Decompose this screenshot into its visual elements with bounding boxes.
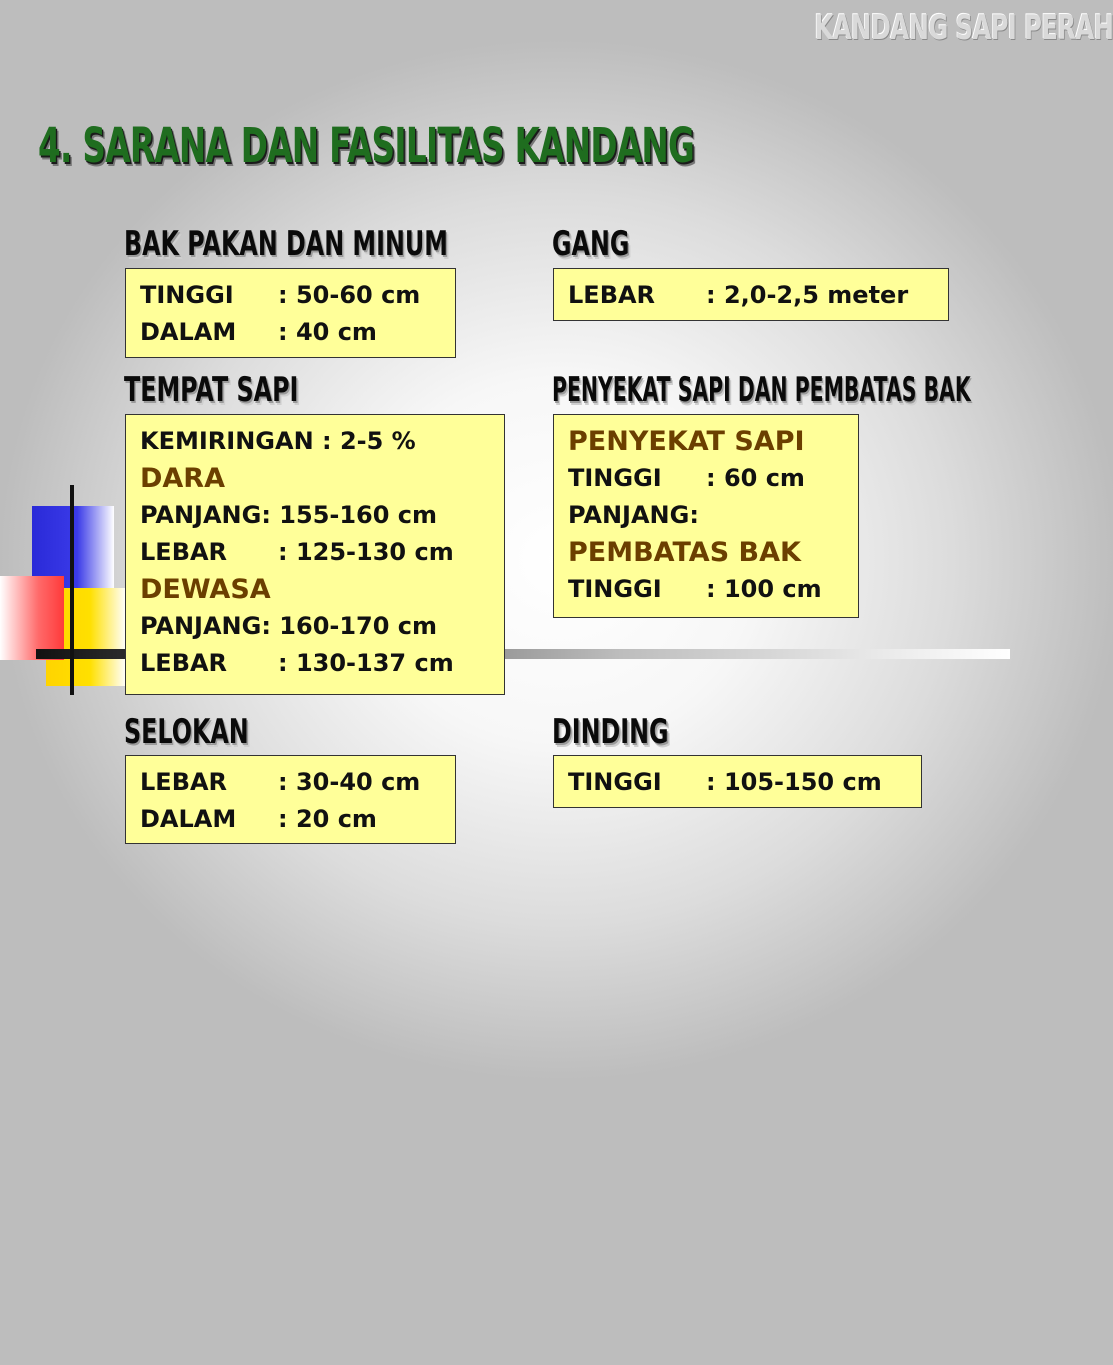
row-penyekat-tinggi xyxy=(568,460,844,497)
section-title-penyekat: PENYEKAT SAPI DAN PEMBATAS BAK xyxy=(552,370,971,410)
row-key: LEBAR xyxy=(140,538,228,566)
page-title: 4. SARANA DAN FASILITAS KANDANG xyxy=(38,118,695,174)
row-value: : 105-150 cm xyxy=(706,768,882,796)
row-lebar xyxy=(568,277,934,314)
row-value: : 50-60 cm xyxy=(278,281,421,309)
row-value: : 130-137 cm xyxy=(278,649,454,677)
row-tinggi xyxy=(568,764,907,801)
row-key: TINGGI xyxy=(140,281,234,309)
row-dara-lebar xyxy=(140,534,490,571)
row-value: : 100 cm xyxy=(706,575,822,603)
section-title-tempat-sapi: TEMPAT SAPI xyxy=(124,370,299,410)
row-key: TINGGI xyxy=(568,464,662,492)
row-value: : 30-40 cm xyxy=(278,768,421,796)
row-pembatas-tinggi xyxy=(568,571,844,608)
row-key: TINGGI xyxy=(568,768,662,796)
subheading-dewasa: DEWASA xyxy=(140,574,271,605)
row-key: PANJANG: xyxy=(140,612,271,640)
decorative-vertical-line xyxy=(70,485,74,695)
row-value: : 2,0-2,5 meter xyxy=(706,281,909,309)
box-penyekat xyxy=(553,414,859,618)
row-key: PANJANG: xyxy=(568,501,699,529)
row-kemiringan: KEMIRINGAN : 2-5 % xyxy=(140,427,416,455)
row-key: TINGGI xyxy=(568,575,662,603)
box-gang xyxy=(553,268,949,321)
decorative-red-square xyxy=(0,576,64,660)
corner-title: KANDANG SAPI PERAH xyxy=(814,8,1113,48)
row-dara-panjang xyxy=(140,497,490,534)
subheading-penyekat-sapi: PENYEKAT SAPI xyxy=(568,426,805,457)
box-dinding xyxy=(553,755,922,808)
row-value: : 20 cm xyxy=(278,805,377,833)
row-key: DALAM xyxy=(140,805,237,833)
row-key: LEBAR xyxy=(140,649,228,677)
box-tempat-sapi xyxy=(125,414,505,695)
row-value: : 60 cm xyxy=(706,464,805,492)
section-title-dinding: DINDING xyxy=(552,712,669,752)
row-dalam xyxy=(140,314,441,351)
row-dewasa-lebar xyxy=(140,645,490,682)
row-value: : 40 cm xyxy=(278,318,377,346)
row-value: 155-160 cm xyxy=(279,501,438,529)
row-lebar xyxy=(140,764,441,801)
row-key: PANJANG: xyxy=(140,501,271,529)
row-key: LEBAR xyxy=(568,281,656,309)
section-title-bak-pakan: BAK PAKAN DAN MINUM xyxy=(124,224,448,264)
row-key: DALAM xyxy=(140,318,237,346)
subheading-dara: DARA xyxy=(140,463,225,494)
box-bak-pakan xyxy=(125,268,456,358)
row-penyekat-panjang xyxy=(568,497,844,534)
subheading-pembatas-bak: PEMBATAS BAK xyxy=(568,537,801,568)
row-dewasa-panjang xyxy=(140,608,490,645)
row-key: LEBAR xyxy=(140,768,228,796)
section-title-gang: GANG xyxy=(552,224,630,264)
section-title-selokan: SELOKAN xyxy=(124,712,249,752)
row-dalam xyxy=(140,801,441,838)
row-tinggi xyxy=(140,277,441,314)
row-value: : 125-130 cm xyxy=(278,538,454,566)
row-value: 160-170 cm xyxy=(279,612,438,640)
box-selokan xyxy=(125,755,456,844)
